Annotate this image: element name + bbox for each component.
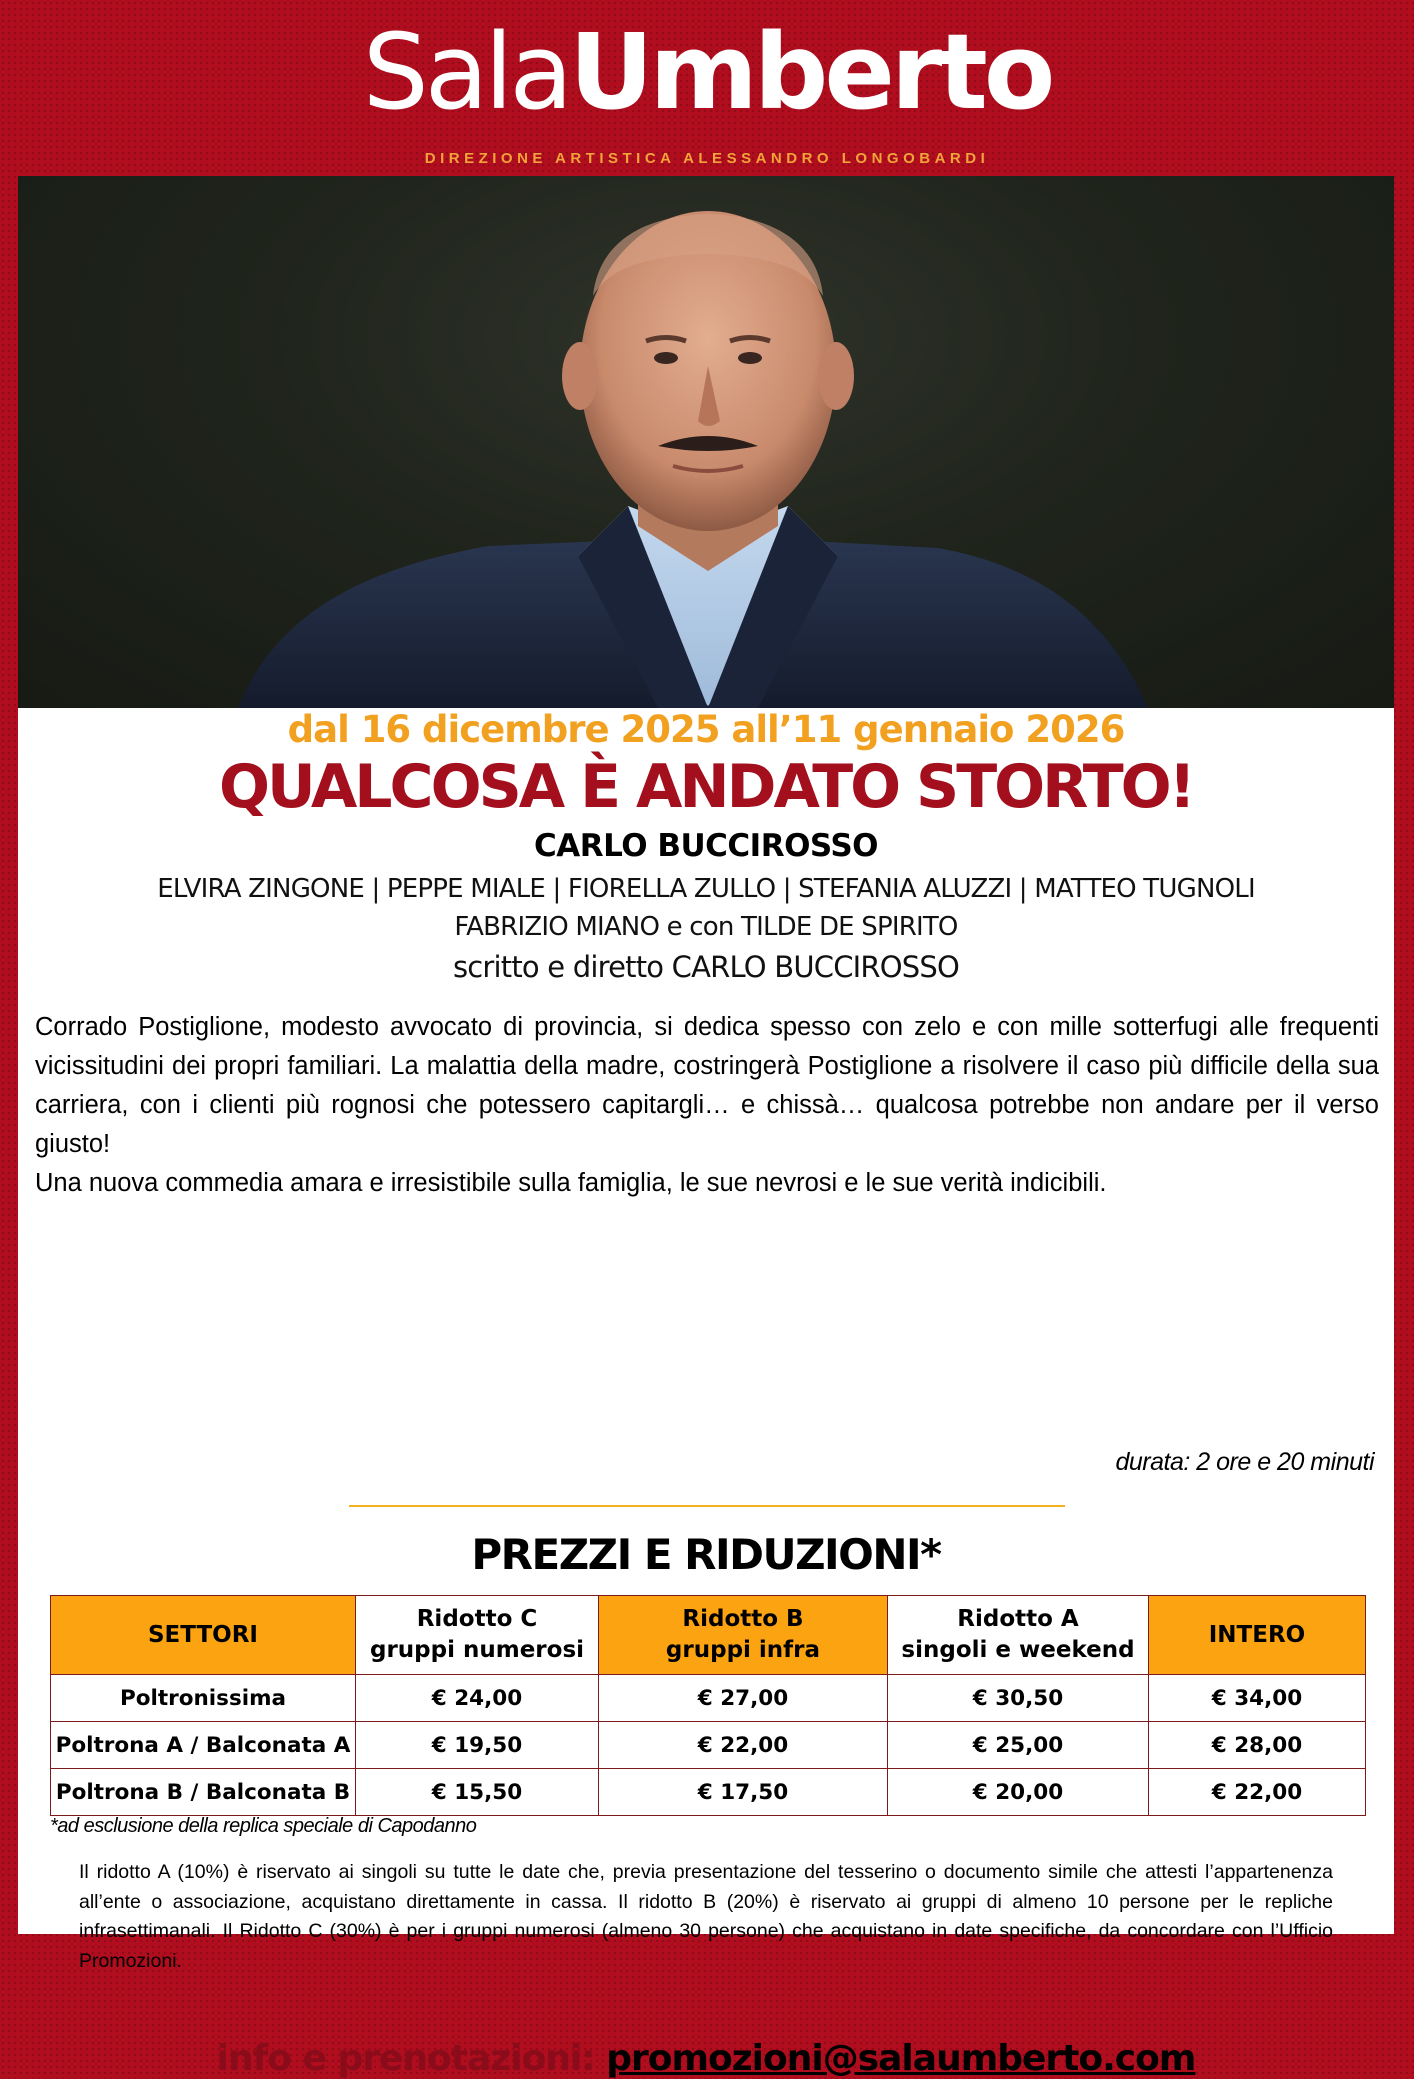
prices-title: PREZZI E RIDUZIONI*: [471, 1530, 941, 1579]
ridotto-a-cell: € 25,00: [888, 1722, 1149, 1769]
discount-terms: [79, 1858, 1333, 1976]
discount-terms-text: Il ridotto A (10%) è riservato ai singoli su tutte le date che, previa presentazione del tesserino o documento simile che attesti l’appartenenza all’ente o associazione, acquistano direttamente in cassa. Il ridotto B (20%) è riservato ai gruppi di almeno 10 persone per le repliche infrasettimanali. Il Ridotto C (30%) è per i gruppi numerosi (almeno 30 persone) che acquistano in date specifiche, da concordare con l’Ufficio Promozioni.: [79, 1861, 1333, 1972]
sector-cell: Poltrona A / Balconata A: [51, 1722, 356, 1769]
ridotto-a-cell: € 30,50: [888, 1675, 1149, 1722]
header-ridotto-a-sub: singoli e weekend: [901, 1637, 1135, 1663]
header-ridotto-c-label: Ridotto C: [416, 1606, 538, 1632]
header-ridotto-a-label: Ridotto A: [957, 1606, 1079, 1632]
price-table-header-row: [51, 1596, 1366, 1675]
synopsis-paragraph-1: Corrado Postiglione, modesto avvocato di provincia, si dedica spesso con zelo e con mille sotterfugi alle frequenti vicissitudini dei propri familiari. La malattia della madre, costringerà Postiglione a risolvere il caso più difficile della sua carriera, con i clienti più rognosi che potessero capitargli… e chissà… qualcosa potrebbe non andare per il verso giusto!: [35, 1013, 1379, 1158]
logo-bold-text: Umberto: [569, 11, 1052, 133]
sector-cell: Poltrona B / Balconata B: [51, 1769, 356, 1816]
synopsis: [35, 1008, 1379, 1203]
lead-actor: CARLO BUCCIROSSO: [533, 828, 879, 864]
header-ridotto-c: [356, 1596, 599, 1675]
poster-panel: [18, 176, 1394, 2079]
cast-line-1: ELVIRA ZINGONE | PEPPE MIALE | FIORELLA ZULLO | STEFANIA ALUZZI | MATTEO TUGNOLI: [157, 874, 1255, 904]
header-ridotto-c-sub: gruppi numerosi: [369, 1637, 585, 1663]
header-sectors: [51, 1596, 356, 1675]
ridotto-b-cell: € 17,50: [599, 1769, 888, 1816]
price-footnote: *ad esclusione della replica speciale di Capodanno: [50, 1815, 477, 1837]
booking-info: [18, 2038, 1394, 2079]
ridotto-c-cell: € 19,50: [356, 1722, 599, 1769]
header: [0, 0, 1414, 176]
table-row: [51, 1722, 1366, 1769]
header-ridotto-b-sub: gruppi infra: [665, 1637, 821, 1663]
logo-light-text: Sala: [362, 11, 570, 133]
booking-email-link[interactable]: promozioni@salaumberto.com: [606, 2038, 1196, 2079]
price-table: [50, 1595, 1366, 1816]
header-ridotto-b-label: Ridotto B: [682, 1606, 804, 1632]
intero-cell: € 34,00: [1149, 1675, 1366, 1722]
table-row: [51, 1769, 1366, 1816]
table-row: [51, 1675, 1366, 1722]
booking-info-label: info e prenotazioni:: [216, 2038, 595, 2079]
ridotto-a-cell: € 20,00: [888, 1769, 1149, 1816]
show-title: QUALCOSA È ANDATO STORTO!: [218, 752, 1193, 822]
section-divider: [349, 1505, 1065, 1507]
header-sectors-label: SETTORI: [147, 1621, 258, 1648]
header-intero: [1149, 1596, 1366, 1675]
ridotto-c-cell: € 15,50: [356, 1769, 599, 1816]
synopsis-paragraph-2: Una nuova commedia amara e irresistibile sulla famiglia, le sue nevrosi e le sue verità indicibili.: [35, 1169, 1107, 1197]
ridotto-b-cell: € 27,00: [599, 1675, 888, 1722]
actor-portrait-photo: [18, 176, 1394, 708]
ridotto-c-cell: € 24,00: [356, 1675, 599, 1722]
sector-cell: Poltronissima: [51, 1675, 356, 1722]
intero-cell: € 28,00: [1149, 1722, 1366, 1769]
header-ridotto-a: [888, 1596, 1149, 1675]
artistic-direction-tagline: DIREZIONE ARTISTICA ALESSANDRO LONGOBARDI: [424, 150, 990, 167]
header-ridotto-b: [599, 1596, 888, 1675]
header-intero-label: INTERO: [1208, 1621, 1306, 1648]
duration: durata: 2 ore e 20 minuti: [1115, 1448, 1374, 1476]
portrait-illustration: [18, 176, 1394, 708]
sala-umberto-logo: [0, 11, 1414, 133]
intero-cell: € 22,00: [1149, 1769, 1366, 1816]
cast-line-2: FABRIZIO MIANO e con TILDE DE SPIRITO: [454, 912, 958, 942]
ridotto-b-cell: € 22,00: [599, 1722, 888, 1769]
show-dates: dal 16 dicembre 2025 all’11 gennaio 2026: [287, 708, 1125, 751]
written-directed-line: scritto e diretto CARLO BUCCIROSSO: [452, 950, 960, 984]
